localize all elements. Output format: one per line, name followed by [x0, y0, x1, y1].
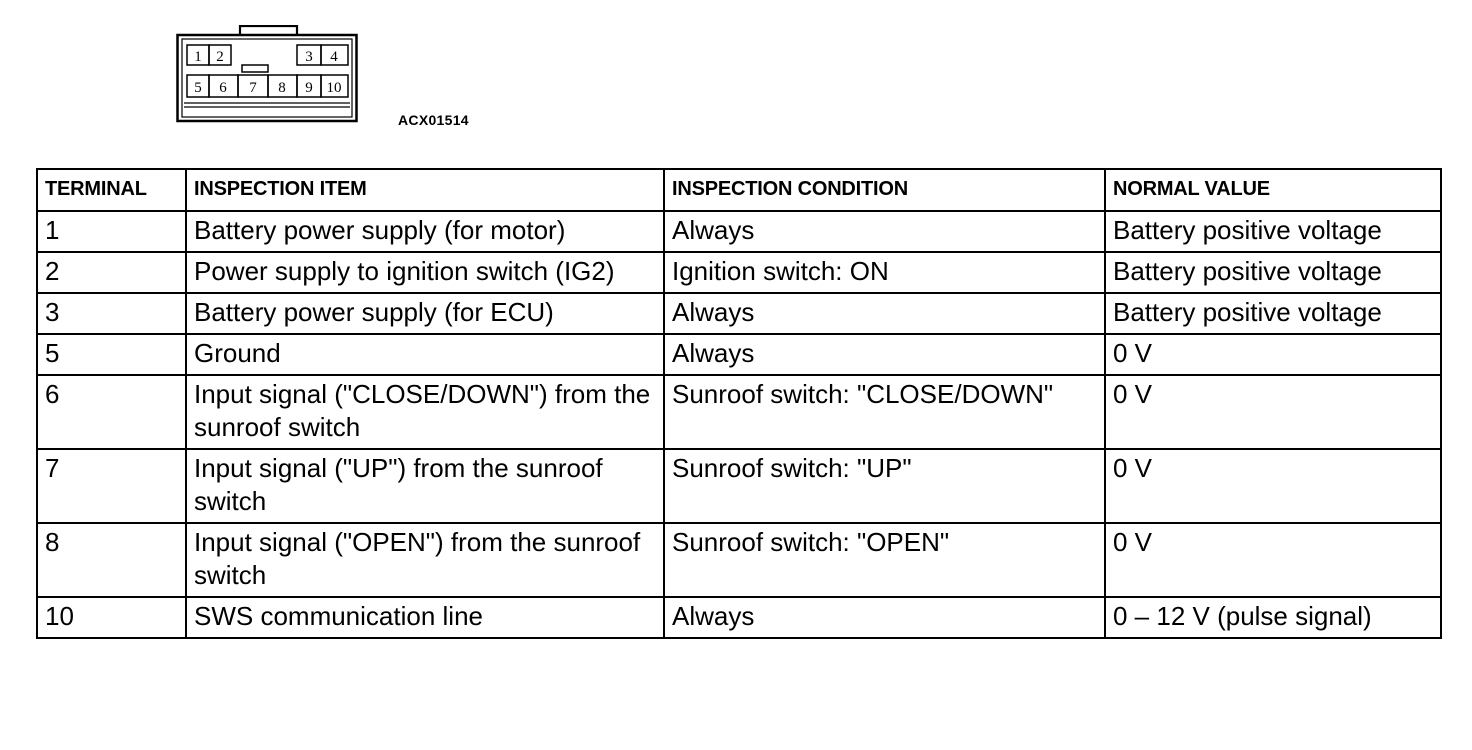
- pin-label-7: 7: [249, 80, 257, 96]
- cell-terminal: 1: [37, 211, 186, 252]
- cell-inspection-item: Input signal ("CLOSE/DOWN") from the sunroof switch: [186, 375, 664, 449]
- cell-normal-value: Battery positive voltage: [1105, 293, 1441, 334]
- header-terminal: TERMINAL: [37, 169, 186, 211]
- figure-code: ACX01514: [398, 112, 469, 128]
- pin-label-8: 8: [278, 80, 286, 96]
- header-normal-value: NORMAL VALUE: [1105, 169, 1441, 211]
- connector-diagram: [176, 25, 358, 123]
- cell-inspection-item: Ground: [186, 334, 664, 375]
- cell-terminal: 3: [37, 293, 186, 334]
- cell-inspection-condition: Sunroof switch: "CLOSE/DOWN": [664, 375, 1105, 449]
- table-row: [37, 252, 1441, 293]
- table-row: [37, 334, 1441, 375]
- cell-normal-value: Battery positive voltage: [1105, 211, 1441, 252]
- table-row: [37, 375, 1441, 449]
- cell-normal-value: 0 – 12 V (pulse signal): [1105, 597, 1441, 638]
- cell-terminal: 5: [37, 334, 186, 375]
- cell-inspection-condition: Sunroof switch: "UP": [664, 449, 1105, 523]
- cell-terminal: 7: [37, 449, 186, 523]
- table-row: [37, 597, 1441, 638]
- cell-terminal: 6: [37, 375, 186, 449]
- cell-normal-value: 0 V: [1105, 334, 1441, 375]
- pin-label-6: 6: [219, 80, 227, 96]
- cell-inspection-condition: Always: [664, 211, 1105, 252]
- cell-normal-value: 0 V: [1105, 375, 1441, 449]
- table-row: [37, 293, 1441, 334]
- pin-label-2: 2: [216, 49, 224, 65]
- cell-inspection-condition: Sunroof switch: "OPEN": [664, 523, 1105, 597]
- table-row: [37, 211, 1441, 252]
- cell-inspection-item: Input signal ("OPEN") from the sunroof switch: [186, 523, 664, 597]
- cell-inspection-item: Battery power supply (for motor): [186, 211, 664, 252]
- cell-inspection-item: Battery power supply (for ECU): [186, 293, 664, 334]
- header-inspection-item: INSPECTION ITEM: [186, 169, 664, 211]
- pin-label-4: 4: [330, 49, 338, 65]
- cell-inspection-condition: Always: [664, 293, 1105, 334]
- cell-inspection-item: Power supply to ignition switch (IG2): [186, 252, 664, 293]
- cell-normal-value: Battery positive voltage: [1105, 252, 1441, 293]
- header-inspection-condition: INSPECTION CONDITION: [664, 169, 1105, 211]
- cell-inspection-item: SWS communication line: [186, 597, 664, 638]
- table-row: [37, 449, 1441, 523]
- cell-inspection-item: Input signal ("UP") from the sunroof switch: [186, 449, 664, 523]
- pin-label-5: 5: [194, 80, 202, 96]
- cell-normal-value: 0 V: [1105, 523, 1441, 597]
- cell-inspection-condition: Always: [664, 334, 1105, 375]
- cell-terminal: 2: [37, 252, 186, 293]
- terminal-inspection-table: [36, 168, 1442, 639]
- table-row: [37, 523, 1441, 597]
- pin-label-3: 3: [305, 49, 313, 65]
- cell-terminal: 10: [37, 597, 186, 638]
- pin-label-10: 10: [326, 80, 342, 96]
- cell-inspection-condition: Always: [664, 597, 1105, 638]
- pin-label-9: 9: [305, 80, 313, 96]
- pin-label-1: 1: [194, 49, 202, 65]
- table-header-row: [37, 169, 1441, 211]
- cell-terminal: 8: [37, 523, 186, 597]
- cell-normal-value: 0 V: [1105, 449, 1441, 523]
- cell-inspection-condition: Ignition switch: ON: [664, 252, 1105, 293]
